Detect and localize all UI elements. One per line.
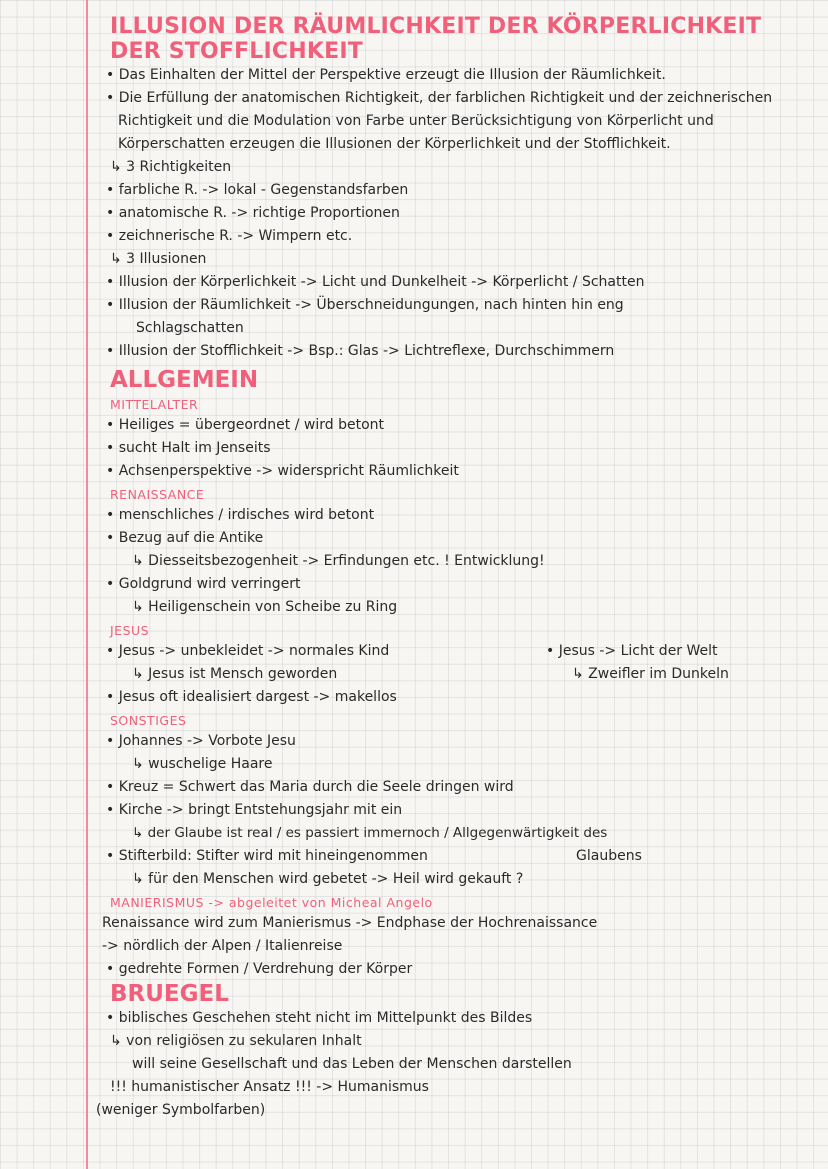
mittelalter-item: • Achsenperspektive -> widerspricht Räumlichkeit <box>96 460 808 483</box>
illusion-item-continued: Schlagschatten <box>136 320 244 336</box>
allgemein-heading: ALLGEMEIN <box>110 367 259 393</box>
richtigkeiten-section <box>96 156 808 248</box>
stifterbild-text <box>96 845 576 868</box>
sonstiges-item: • Kirche -> bringt Entstehungsjahr mit ein <box>96 799 808 822</box>
renaissance-label: RENAISSANCE <box>110 487 205 502</box>
richtigkeit-item: • anatomische R. -> richtige Proportionen <box>96 202 808 225</box>
jesus-label: JESUS <box>110 623 150 638</box>
manierismus-line: • gedrehte Formen / Verdrehung der Körper <box>96 958 808 981</box>
mittelalter-item: • sucht Halt im Jenseits <box>96 437 808 460</box>
stifterbild-row <box>96 845 808 868</box>
renaissance-item: • Bezug auf die Antike <box>96 527 808 550</box>
sonstiges-arrow-item: ↳ der Glaube ist real / es passiert immernoch / Allgegenwärtigkeit des <box>132 825 608 841</box>
bruegel-heading: BRUEGEL <box>110 981 229 1007</box>
richtigkeit-item: • farbliche R. -> lokal - Gegenstandsfarben <box>96 179 808 202</box>
sonstiges-item: • Johannes -> Vorbote Jesu <box>96 730 808 753</box>
manierismus-label: MANIERISMUS -> abgeleitet von Micheal Angelo <box>110 895 433 910</box>
sonstiges-arrow-item: ↳ wuschelige Haare <box>132 756 273 772</box>
bruegel-line: will seine Gesellschaft und das Leben der Menschen darstellen <box>132 1056 572 1072</box>
sonstiges-item: • Stifterbild: Stifter wird mit hineingenommen <box>96 845 576 868</box>
glaubens-continuation <box>576 845 642 868</box>
page-title: ILLUSION DER RÄUMLICHKEIT DER KÖRPERLICHKEIT DER STOFFLICHKEIT <box>110 14 762 64</box>
mittelalter-label: MITTELALTER <box>110 397 199 412</box>
intro-section <box>96 64 808 156</box>
jesus-left-column <box>96 640 536 686</box>
sonstiges-continued: Glaubens <box>576 848 642 864</box>
mittelalter-item: • Heiliges = übergeordnet / wird betont <box>96 414 808 437</box>
sonstiges-item: • Kreuz = Schwert das Maria durch die Seele dringen wird <box>96 776 808 799</box>
bruegel-arrow-item: ↳ von religiösen zu sekularen Inhalt <box>110 1033 362 1049</box>
notes-page <box>96 14 808 1122</box>
illusion-item: • Illusion der Stofflichkeit -> Bsp.: Glas -> Lichtreflexe, Durchschimmern <box>96 340 808 363</box>
intro-bullet: • Die Erfüllung der anatomischen Richtigkeit, der farblichen Richtigkeit und der zeichnerischen Richtigkeit und die Modulation von Farbe unter Berücksichtigung von Körperlicht und Körperschatten erzeugen die Illusionen der Körperlichkeit und der Stofflichkeit. <box>96 87 808 156</box>
illusionen-heading: ↳ 3 Illusionen <box>110 251 207 267</box>
illusion-item: • Illusion der Körperlichkeit -> Licht und Dunkelheit -> Körperlicht / Schatten <box>96 271 808 294</box>
bruegel-line: (weniger Symbolfarben) <box>96 1102 266 1118</box>
illusionen-section <box>96 248 808 363</box>
richtigkeiten-heading: ↳ 3 Richtigkeiten <box>110 159 232 175</box>
jesus-arrow-item: ↳ Jesus ist Mensch geworden <box>132 666 338 682</box>
richtigkeit-item: • zeichnerische R. -> Wimpern etc. <box>96 225 808 248</box>
jesus-item: • Jesus -> unbekleidet -> normales Kind <box>96 640 536 663</box>
intro-bullet: • Das Einhalten der Mittel der Perspektive erzeugt die Illusion der Räumlichkeit. <box>96 64 808 87</box>
jesus-right-column <box>536 640 806 686</box>
jesus-item: • Jesus -> Licht der Welt <box>536 640 806 663</box>
jesus-columns <box>96 640 808 686</box>
bruegel-line: !!! humanistischer Ansatz !!! -> Humanismus <box>110 1079 429 1095</box>
jesus-arrow-item: ↳ Zweifler im Dunkeln <box>572 666 729 682</box>
manierismus-line: Renaissance wird zum Manierismus -> Endphase der Hochrenaissance <box>102 915 598 931</box>
margin-line <box>86 0 88 1169</box>
renaissance-item: • Goldgrund wird verringert <box>96 573 808 596</box>
renaissance-arrow-item: ↳ Diesseitsbezogenheit -> Erfindungen etc. ! Entwicklung! <box>132 553 545 569</box>
sonstiges-label: SONSTIGES <box>110 713 187 728</box>
bruegel-item: • biblisches Geschehen steht nicht im Mittelpunkt des Bildes <box>96 1007 808 1030</box>
jesus-item: • Jesus oft idealisiert dargest -> makellos <box>96 686 808 709</box>
illusion-item: • Illusion der Räumlichkeit -> Überschneidungungen, nach hinten hin eng <box>96 294 808 317</box>
renaissance-item: • menschliches / irdisches wird betont <box>96 504 808 527</box>
manierismus-line: -> nördlich der Alpen / Italienreise <box>102 938 343 954</box>
renaissance-arrow-item: ↳ Heiligenschein von Scheibe zu Ring <box>132 599 398 615</box>
sonstiges-arrow-item: ↳ für den Menschen wird gebetet -> Heil wird gekauft ? <box>132 871 524 887</box>
